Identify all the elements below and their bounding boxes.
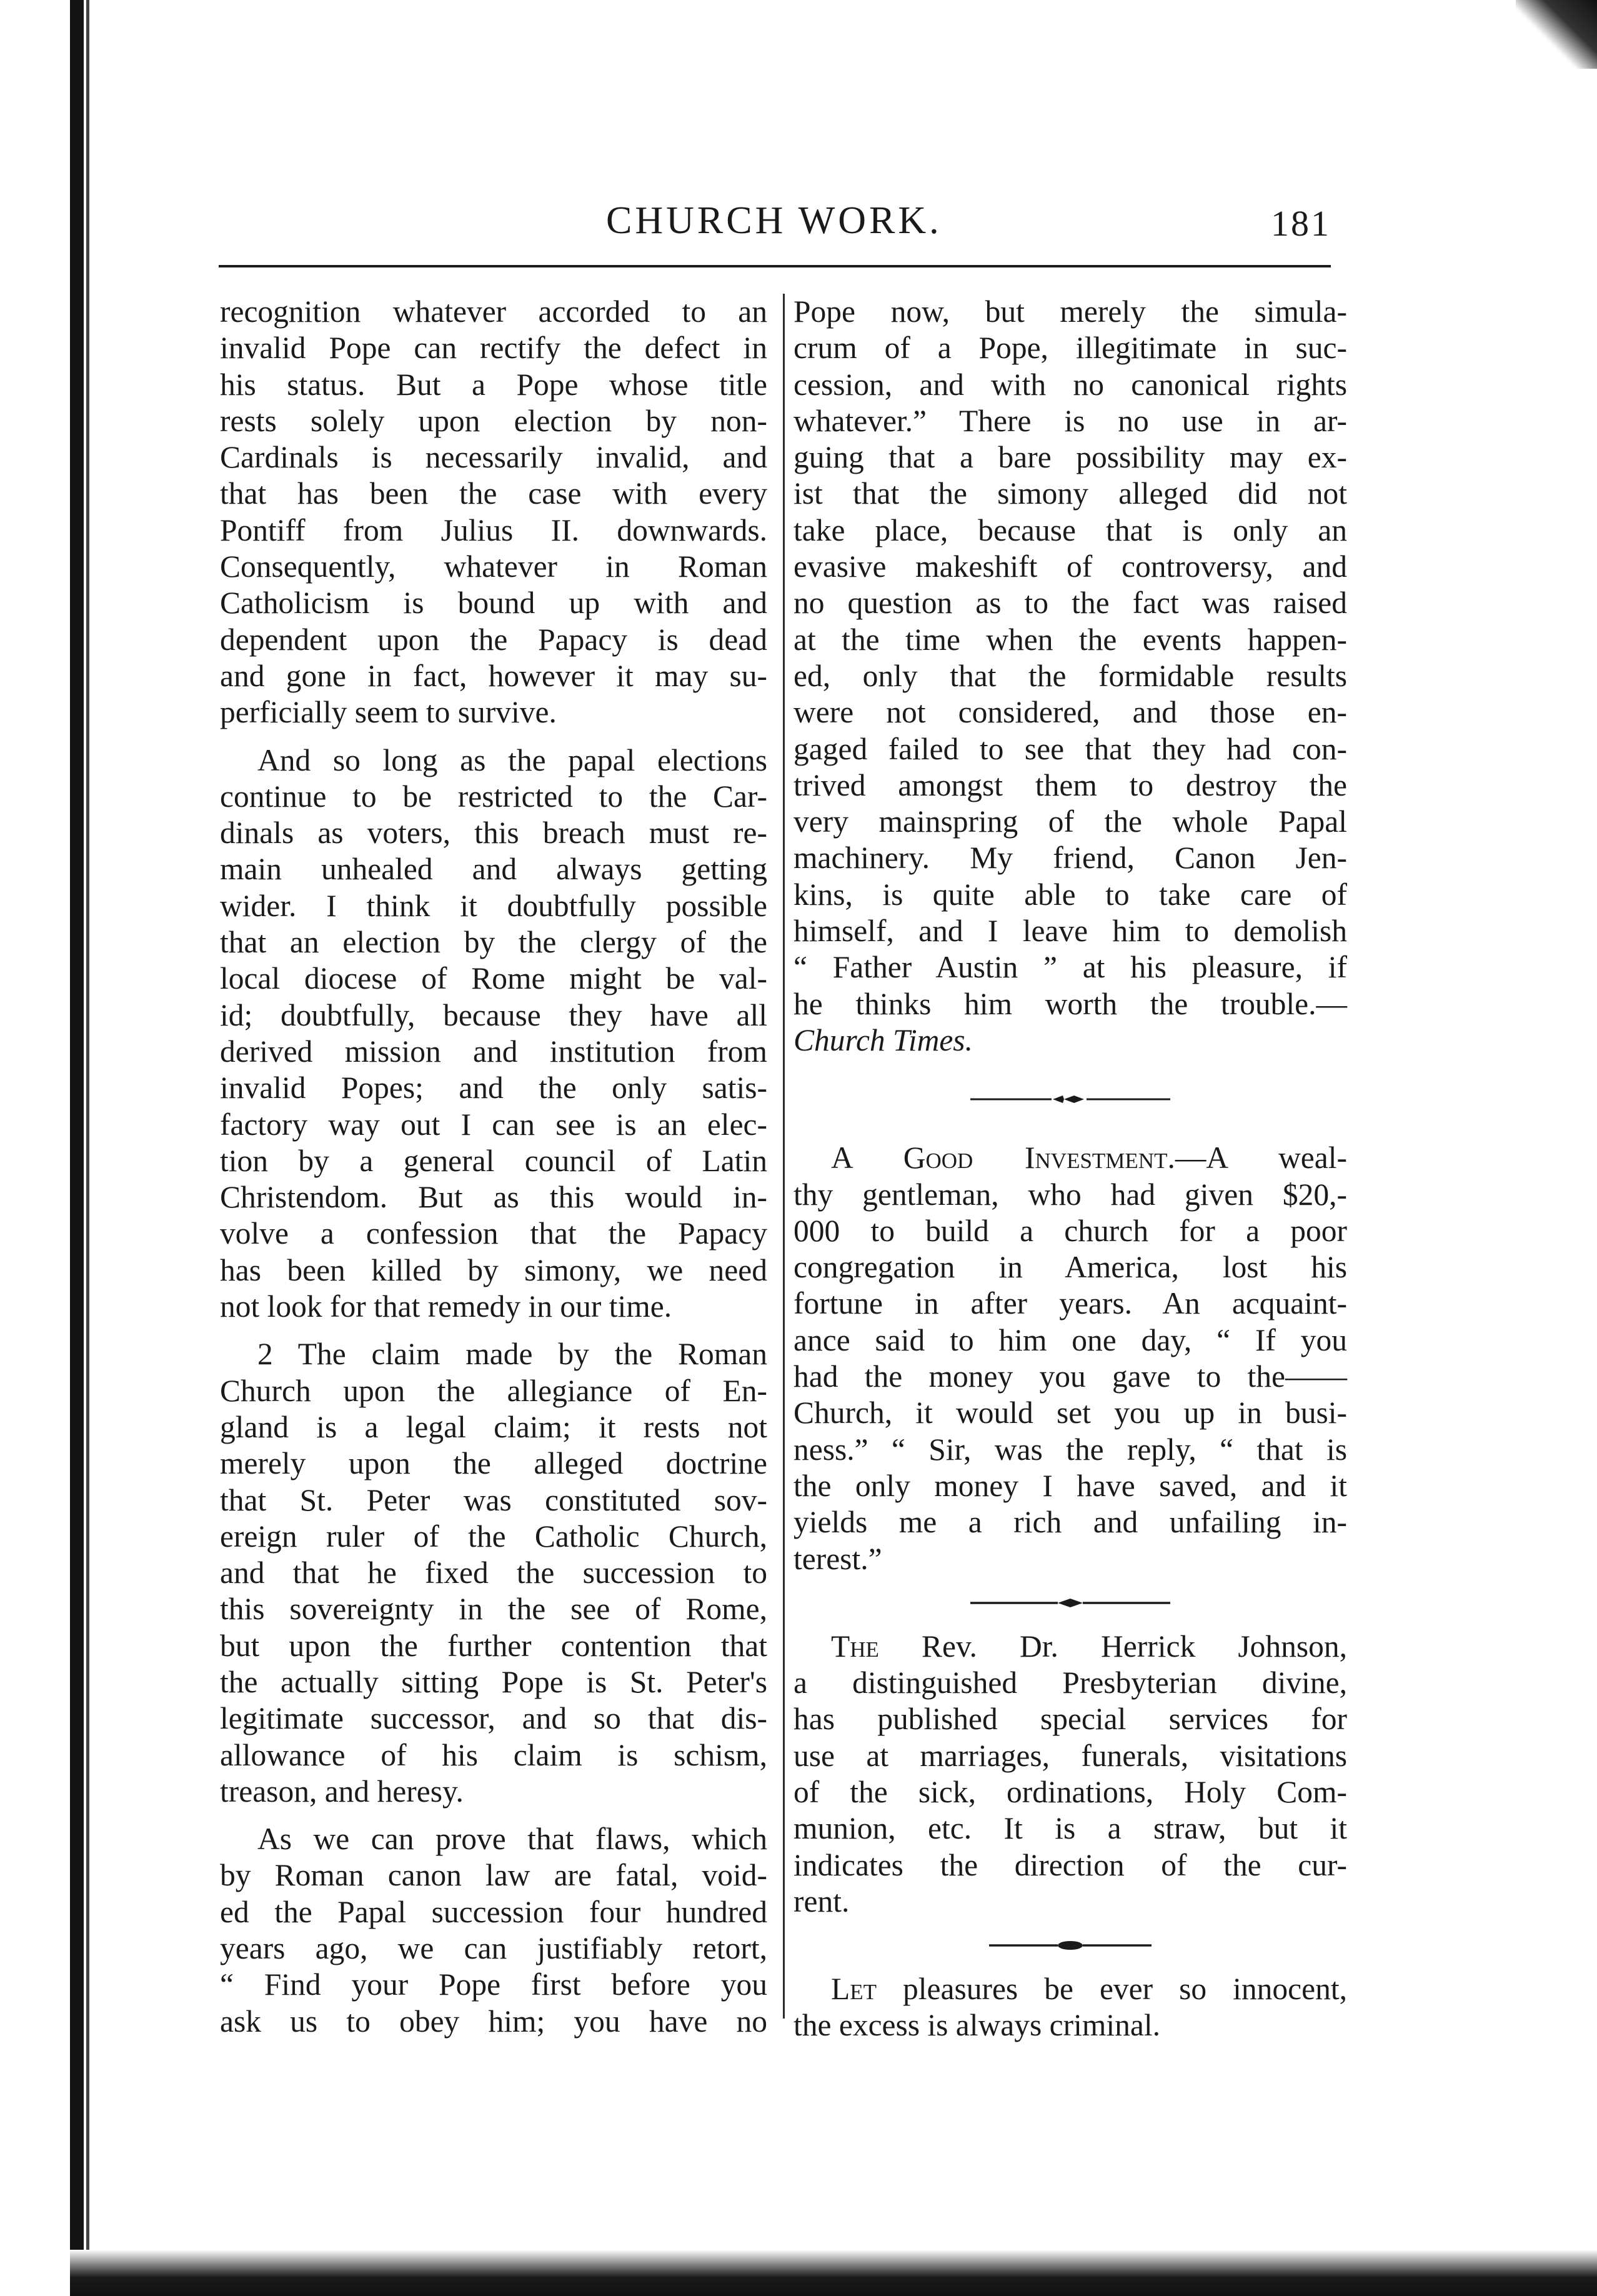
text-line: trived amongst them to destroy the — [794, 767, 1347, 802]
text-line: the actually sitting Pope is St. Peter's — [220, 1664, 767, 1699]
text-line: continue to be restricted to the Car- — [220, 779, 767, 814]
text-line: whatever.” There is no use in ar- — [794, 403, 1347, 438]
text-line: no question as to the fact was raised — [794, 586, 1347, 621]
text-line: were not considered, and those en- — [794, 695, 1347, 730]
text-line: Church upon the allegiance of En- — [220, 1373, 767, 1408]
text-line: but upon the further contention that — [220, 1628, 767, 1663]
text-line: dependent upon the Papacy is dead — [220, 622, 767, 657]
text-line: Church, it would set you up in busi- — [794, 1395, 1347, 1430]
scan-binding-shadow — [86, 0, 89, 2296]
text-line: very mainspring of the whole Papal — [794, 804, 1347, 839]
text-line: And so long as the papal elections — [257, 742, 767, 777]
text-line: a distinguished Presbyterian divine, — [794, 1665, 1347, 1700]
text-line: congregation in America, lost his — [794, 1250, 1347, 1285]
text-line: and gone in fact, however it may su- — [220, 658, 767, 693]
text-line: machinery. My friend, Canon Jen- — [794, 841, 1347, 876]
text-line: munion, etc. It is a straw, but it — [794, 1811, 1347, 1846]
text-line: the excess is always criminal. — [794, 2008, 1160, 2043]
text-line: merely upon the alleged doctrine — [220, 1446, 767, 1481]
text-line: The Rev. Dr. Herrick Johnson, — [831, 1629, 1347, 1664]
text-line: has published special services for — [794, 1702, 1347, 1737]
text-line: tion by a general council of Latin — [220, 1143, 767, 1178]
page-number: 181 — [1271, 203, 1331, 244]
text-line: himself, and I leave him to demolish — [794, 914, 1347, 949]
text-line: has been killed by simony, we need — [220, 1252, 767, 1287]
text-line: wider. I think it doubtfully possible — [220, 888, 767, 923]
text-line: gland is a legal claim; it rests not — [220, 1409, 767, 1444]
text-line: yields me a rich and unfailing in- — [794, 1505, 1347, 1540]
text-line: thy gentleman, who had given $20,- — [794, 1177, 1347, 1212]
text-line: id; doubtfully, because they have all — [220, 997, 767, 1032]
text-line: by Roman canon law are fatal, void- — [220, 1858, 767, 1893]
text-line: treason, and heresy. — [220, 1774, 464, 1809]
text-line: factory way out I can see is an elec- — [220, 1107, 767, 1142]
text-line: use at marriages, funerals, visitations — [794, 1738, 1347, 1773]
text-line: of the sick, ordinations, Holy Com- — [794, 1774, 1347, 1809]
text-line: Catholicism is bound up with and — [220, 586, 767, 621]
text-line: indicates the direction of the cur- — [794, 1847, 1347, 1882]
text-line: take place, because that is only an — [794, 512, 1347, 547]
text-line: rests solely upon election by non- — [220, 403, 767, 438]
ornament-rule-icon — [970, 1093, 1170, 1106]
scan-bottom-edge — [70, 2250, 1597, 2296]
text-line: Let pleasures be ever so innocent, — [831, 1972, 1347, 2007]
text-line: he thinks him worth the trouble.— — [794, 986, 1347, 1021]
text-line: perficially seem to survive. — [220, 695, 557, 730]
text-line: crum of a Pope, illegitimate in suc- — [794, 331, 1347, 366]
section-ornament — [794, 1920, 1347, 1971]
text-line: ist that the simony alleged did not — [794, 476, 1347, 511]
text-line: dinals as voters, this breach must re- — [220, 816, 767, 851]
text-line: 2 The claim made by the Roman — [257, 1337, 767, 1372]
text-line: “ Father Austin ” at his pleasure, if — [794, 950, 1347, 985]
text-line: gaged failed to see that they had con- — [794, 731, 1347, 766]
text-line: and that he fixed the succession to — [220, 1555, 767, 1590]
scan-corner-artifact — [1516, 0, 1597, 69]
text-line: the only money I have saved, and it — [794, 1468, 1347, 1503]
text-line: ed the Papal succession four hundred — [220, 1894, 767, 1929]
scan-binding-edge — [70, 0, 84, 2296]
text-line: As we can prove that flaws, which — [257, 1822, 767, 1857]
text-line: ask us to obey him; you have no — [220, 2004, 767, 2039]
text-line: “ Find your Pope first before you — [220, 1967, 767, 2002]
text-line: kins, is quite able to take care of — [794, 877, 1347, 912]
text-line: legitimate successor, and so that dis- — [220, 1701, 767, 1736]
text-line: terest.” — [794, 1541, 882, 1576]
text-line: fortune in after years. An acquaint- — [794, 1286, 1347, 1321]
page-header — [219, 199, 1331, 255]
source-citation: Church Times. — [794, 1022, 973, 1057]
text-line: Pontiff from Julius II. downwards. — [220, 512, 767, 547]
text-line: 000 to build a church for a poor — [794, 1213, 1347, 1248]
header-rule — [219, 265, 1331, 267]
text-line: invalid Pope can rectify the defect in — [220, 331, 767, 366]
text-line: this sovereignty in the see of Rome, — [220, 1592, 767, 1627]
ornament-rule-icon — [970, 1597, 1170, 1609]
text-line: not look for that remedy in our time. — [220, 1289, 672, 1324]
text-line: allowance of his claim is schism, — [220, 1737, 767, 1772]
text-line: A Good Investment.—A weal- — [831, 1141, 1347, 1175]
section-ornament — [794, 1059, 1347, 1140]
text-line: at the time when the events happen- — [794, 622, 1347, 657]
section-ornament — [794, 1577, 1347, 1629]
text-line: rent. — [794, 1884, 850, 1919]
text-line: his status. But a Pope whose title — [220, 367, 767, 402]
text-line: that has been the case with every — [220, 476, 767, 511]
text-line: cession, and with no canonical rights — [794, 367, 1347, 402]
column-divider — [783, 294, 785, 2019]
text-line: invalid Popes; and the only satis- — [220, 1071, 767, 1106]
text-line: ance said to him one day, “ If you — [794, 1322, 1347, 1357]
text-line: local diocese of Rome might be val- — [220, 961, 767, 996]
text-line: evasive makeshift of controversy, and — [794, 549, 1347, 584]
article-lead: The — [831, 1629, 879, 1664]
ornament-rule-icon — [989, 1939, 1152, 1952]
text-line: years ago, we can justifiably retort, — [220, 1931, 767, 1966]
text-line: that St. Peter was constituted sov- — [220, 1482, 767, 1517]
text-line: ed, only that the formidable results — [794, 658, 1347, 693]
text-line: recognition whatever accorded to an — [220, 294, 767, 329]
article-lead: Let — [831, 1972, 877, 2007]
text-line: guing that a bare possibility may ex- — [794, 440, 1347, 475]
text-line: volve a confession that the Papacy — [220, 1216, 767, 1251]
article-heading: A Good Investment. — [831, 1141, 1175, 1175]
text-line: Christendom. But as this would in- — [220, 1180, 767, 1215]
left-column — [220, 294, 767, 2040]
text-line: Consequently, whatever in Roman — [220, 549, 767, 584]
text-line: had the money you gave to the—— — [794, 1359, 1347, 1394]
text-line: main unhealed and always getting — [220, 852, 767, 887]
running-title: CHURCH WORK. — [606, 199, 942, 242]
text-line: Pope now, but merely the simula- — [794, 294, 1347, 329]
text-line: ereign ruler of the Catholic Church, — [220, 1519, 767, 1554]
text-line: that an election by the clergy of the — [220, 925, 767, 960]
right-column — [794, 294, 1347, 2044]
text-line: Cardinals is necessarily invalid, and — [220, 440, 767, 475]
text-line: derived mission and institution from — [220, 1034, 767, 1069]
text-line: ness.” “ Sir, was the reply, “ that is — [794, 1432, 1347, 1467]
